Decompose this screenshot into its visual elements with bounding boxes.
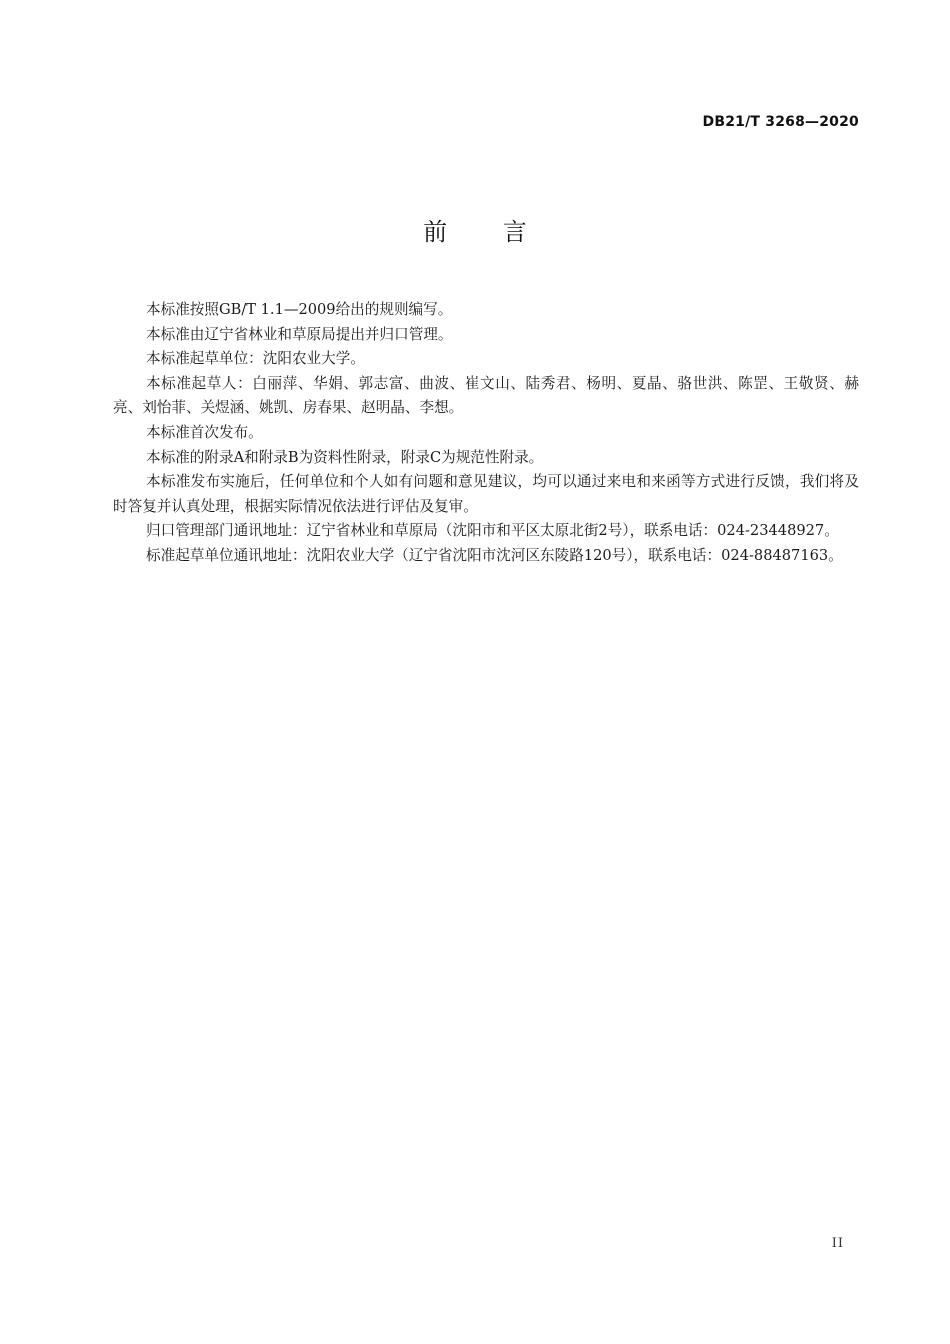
paragraph-drafters: 本标准起草人：白丽萍、华娟、郭志富、曲波、崔文山、陆秀君、杨明、夏晶、骆世洪、陈罡、王敬贤、赫亮、刘怡菲、关煜涵、姚凯、房春果、赵明晶、李想。 (113, 374, 859, 417)
paragraph-feedback: 本标准发布实施后，任何单位和个人如有问题和意见建议，均可以通过来电和来函等方式进行反馈，我们将及时答复并认真处理，根据实际情况依法进行评估及复审。 (113, 473, 859, 515)
paragraph-appendix: 本标准的附录A和附录B为资料性附录，附录C为规范性附录。 (146, 448, 544, 466)
foreword-body (113, 298, 859, 569)
page-number: II (831, 1236, 844, 1251)
paragraph-drafting-unit: 本标准起草单位：沈阳农业大学。 (146, 350, 365, 368)
paragraph-proposer: 本标准由辽宁省林业和草原局提出并归口管理。 (146, 325, 453, 343)
paragraph-first-release: 本标准首次发布。 (146, 423, 263, 441)
paragraph-drafter-address: 标准起草单位通讯地址：沈阳农业大学（辽宁省沈阳市沈河区东陵路120号），联系电话：024-88487163。 (146, 546, 843, 564)
paragraph-authority-address: 归口管理部门通讯地址：辽宁省林业和草原局（沈阳市和平区太原北街2号），联系电话：024-23448927。 (146, 522, 839, 540)
section-title: 前 言 (423, 218, 551, 246)
paragraph-drafting-rules: 本标准按照GB/T 1.1—2009给出的规则编写。 (146, 301, 453, 318)
standard-code: DB21/T 3268—2020 (702, 114, 859, 130)
